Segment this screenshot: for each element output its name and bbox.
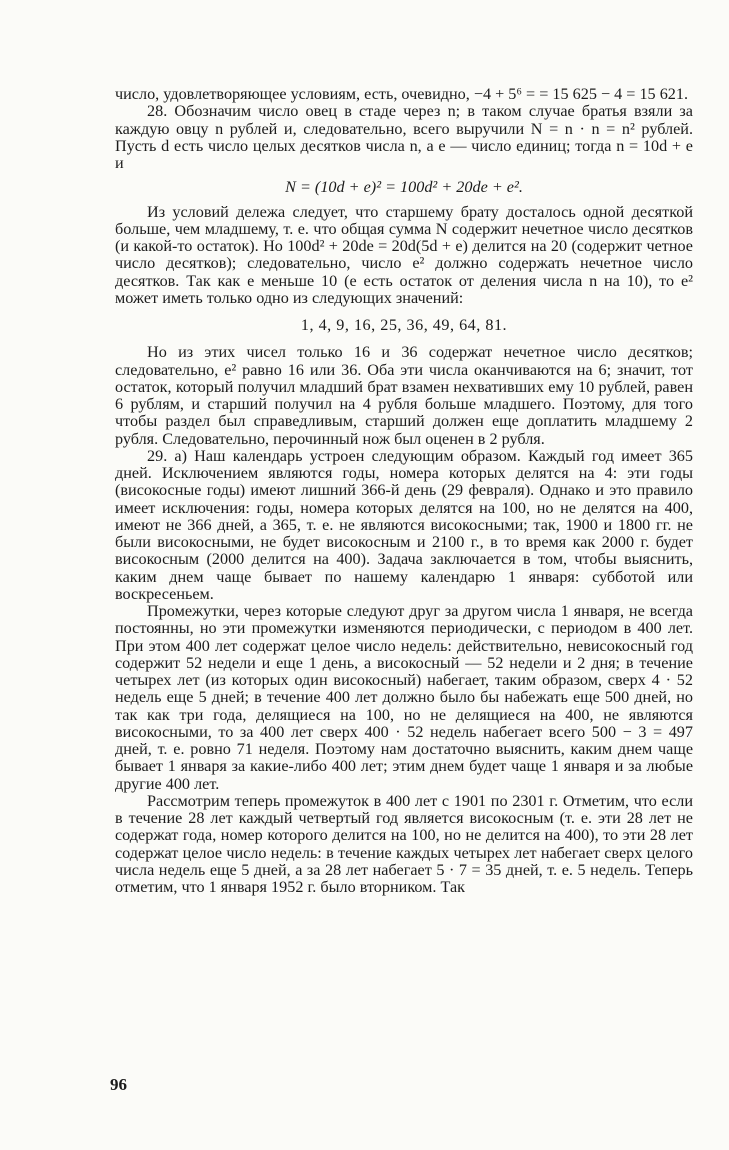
squares-sequence: 1, 4, 9, 16, 25, 36, 49, 64, 81.	[300, 316, 508, 334]
paragraph-division-argument: Из условий дележа следует, что старшему брату досталось одной десяткой больше, чем младшему, т. е. что общая сумма N содержит нечетное число десятков (и какой-то остаток). Но 100d² + 20de = 20d(5d + e) делится на 20 (содержит четное число десятков); следовательно, число e² должно содержать нечетное число десятков. Так как e меньше 10 (e есть остаток от деления числа n на 10), то e² может иметь только одно из следующих значений:	[115, 202, 693, 307]
page-number: 96	[110, 1075, 127, 1094]
paragraph-problem-29: 29. а) Наш календарь устроен следующим образом. Каждый год имеет 365 дней. Исключением являются годы, номера которых делятся на 4: эти годы (високосные годы) имеют лишний 366-й день (29 февраля). Однако и это правило имеет исключения: годы, номера которых делятся на 100, но не делятся на 400, имеют не 366 дней, а 365, т. е. не являются високосными; так, 1900 и 1800 гг. не были високосными, не будет високосным и 2100 г., в то время как 2000 г. будет високосным (2000 делится на 400). Задача заключается в том, чтобы выяснить, каким днем чаще бывает по нашему календарю 1 января: субботой или воскресеньем.	[115, 446, 693, 603]
page-text	[115, 86, 693, 896]
paragraph-periodicity: Промежутки, через которые следуют друг за другом числа 1 января, не всегда постоянны, но эти промежутки изменяются периодически, с периодом в 400 лет. При этом 400 лет содержат целое число недель: действительно, невисокосный год содержит 52 недели и еще 1 день, а високосный — 52 недели и 2 дня; в течение четырех лет (из которых один високосный) набегает, таким образом, сверх 4 · 52 недель еще 5 дней; в течение 400 лет должно было бы набежать еще 500 дней, но так как три года, делящиеся на 100, но не делящиеся на 400, не являются високосными, то за 400 лет сверх 400 · 52 недель набегает всего 500 − 3 = 497 дней, т. е. ровно 71 неделя. Поэтому нам достаточно выяснить, каким днем чаще бывает 1 января за какие-либо 400 лет; этим днем будет чаще 1 января и за любые другие 400 лет.	[115, 602, 693, 793]
paragraph-conclusion: Но из этих чисел только 16 и 36 содержат нечетное число десятков; следовательно, e² равно 16 или 36. Оба эти числа оканчиваются на 6; значит, тот остаток, который получил младший брат взамен нехватившиx ему 10 рублей, равен 6 рублям, и старший получил на 4 рубля больше младшего. Поэтому, для того чтобы раздел был справедливым, старший должен еще доплатить младшему 2 рубля. Следовательно, перочинный нож был оценен в 2 рубля.	[115, 343, 693, 448]
formula-N: N = (10d + e)² = 100d² + 20de + e².	[285, 178, 523, 197]
paragraph-continued: число, удовлетворяющее условиям, есть, очевидно, −4 + 5⁶ = = 15 625 − 4 = 15 621.	[115, 85, 689, 103]
paragraph-interval: Рассмотрим теперь промежуток в 400 лет с 1901 по 2301 г. Отметим, что если в течение 28 лет каждый четвертый год является високосным (т. е. эти 28 лет не содержат года, номер которого делится на 100, но не делится на 400), то эти 28 лет содержат целое число недель: в течение каждых четырех лет набегает сверх целого числа недель еще 5 дней, а за 28 лет набегает 5 · 7 = 35 дней, т. е. 5 недель. Теперь отметим, что 1 января 1952 г. было вторником. Так	[115, 791, 693, 896]
paragraph-problem-28: 28. Обозначим число овец в стаде через n; в таком случае братья взяли за каждую овцу n рублей и, следовательно, всего выручили N = n · n = n² рублей. Пусть d есть число целых десятков числа n, а e — число единиц; тогда n = 10d + e и	[115, 102, 693, 172]
